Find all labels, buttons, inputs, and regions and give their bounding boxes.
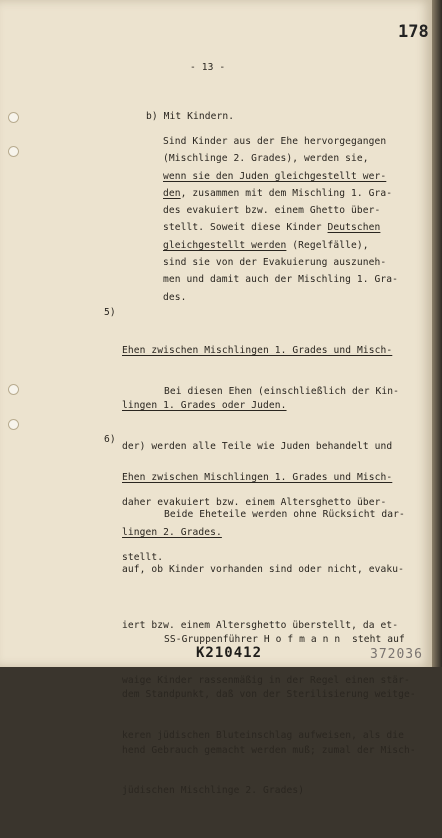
underlined-segment: gleichgestellt werden (163, 239, 287, 251)
text-segment: sind sie von der Evakuierung auszuneh- (163, 257, 387, 269)
body-line: jüdischen Mischlinge 2. Grades) (122, 785, 305, 797)
body-line: der) werden alle Teile wie Juden behandelt und (122, 441, 393, 453)
folio-number: 178 (398, 22, 429, 42)
text-segment: , zusammen mit dem Mischling 1. Gra- (180, 187, 393, 199)
body-line (163, 271, 398, 288)
body-line (163, 133, 398, 150)
text-segment: men und damit auch der Mischling 1. Gra- (163, 274, 399, 286)
body-line (163, 202, 398, 219)
body-line: SS-Gruppenführer H o f m a n n steht auf (164, 634, 405, 645)
body-line: keren jüdischen Bluteinschlag aufweisen, als die (122, 730, 405, 742)
body-line: auf, ob Kinder vorhanden sind oder nicht, evaku- (122, 564, 405, 576)
underlined-segment: wenn sie den Juden gleichgestellt wer- (163, 170, 387, 182)
text-segment: (Mischlinge 2. Grades), werden sie, (163, 153, 369, 165)
text-segment: des. (163, 291, 187, 303)
body-line (163, 237, 398, 254)
body-line: iert bzw. einem Altersghetto überstellt, da et- (122, 619, 399, 631)
body-line (163, 168, 398, 185)
heading-line: Ehen zwischen Mischlingen 1. Grades und Misch- (122, 472, 393, 483)
body-line: Bei diesen Ehen (einschließlich der Kin- (164, 386, 400, 397)
text-segment: Sind Kinder aus der Ehe hervorgegangen (163, 136, 387, 147)
punch-hole (8, 146, 19, 157)
body-line: hend Gebrauch gemacht werden muß; zumal der Misch- (122, 744, 416, 756)
body-line: dem Standpunkt, daß von der Sterilisierung weitge- (122, 689, 416, 701)
body-line (163, 150, 398, 167)
text-segment: stellt. Soweit diese Kinder (163, 222, 328, 234)
punch-hole (8, 384, 19, 395)
punch-hole (8, 112, 19, 123)
section-b-heading: b) Mit Kindern. (146, 111, 235, 122)
body-line: daher evakuiert bzw. einem Altersghetto über- (122, 496, 387, 508)
page-marker: - 13 - (190, 62, 226, 73)
heading-line: lingen 2. Grades. (122, 527, 222, 539)
text-segment: des evakuiert bzw. einem Ghetto über- (163, 205, 381, 217)
body-line: waige Kinder rassenmäßig in der Regel einen stär- (122, 674, 410, 686)
closing-paragraph (122, 593, 416, 797)
punch-hole (8, 419, 19, 430)
body-line: Beide Eheteile werden ohne Rücksicht dar- (164, 509, 405, 520)
heading-line: lingen 1. Grades oder Juden. (122, 400, 287, 412)
page-edge (432, 0, 442, 667)
body-line (163, 254, 398, 271)
underlined-segment: Deutschen (327, 222, 381, 234)
body-line (163, 219, 398, 236)
section-5-number: 5) (104, 307, 116, 318)
heading-line: Ehen zwischen Mischlingen 1. Grades und Misch- (122, 345, 393, 356)
underlined-segment: den (163, 187, 181, 199)
text-segment: (Regelfälle), (286, 239, 369, 251)
archive-stamp-number: 372036 (370, 647, 423, 662)
document-number: K210412 (196, 645, 263, 661)
section-b-body (163, 133, 398, 306)
section-6-number: 6) (104, 434, 116, 445)
body-line: stellt. (122, 551, 164, 563)
body-line (163, 185, 398, 202)
